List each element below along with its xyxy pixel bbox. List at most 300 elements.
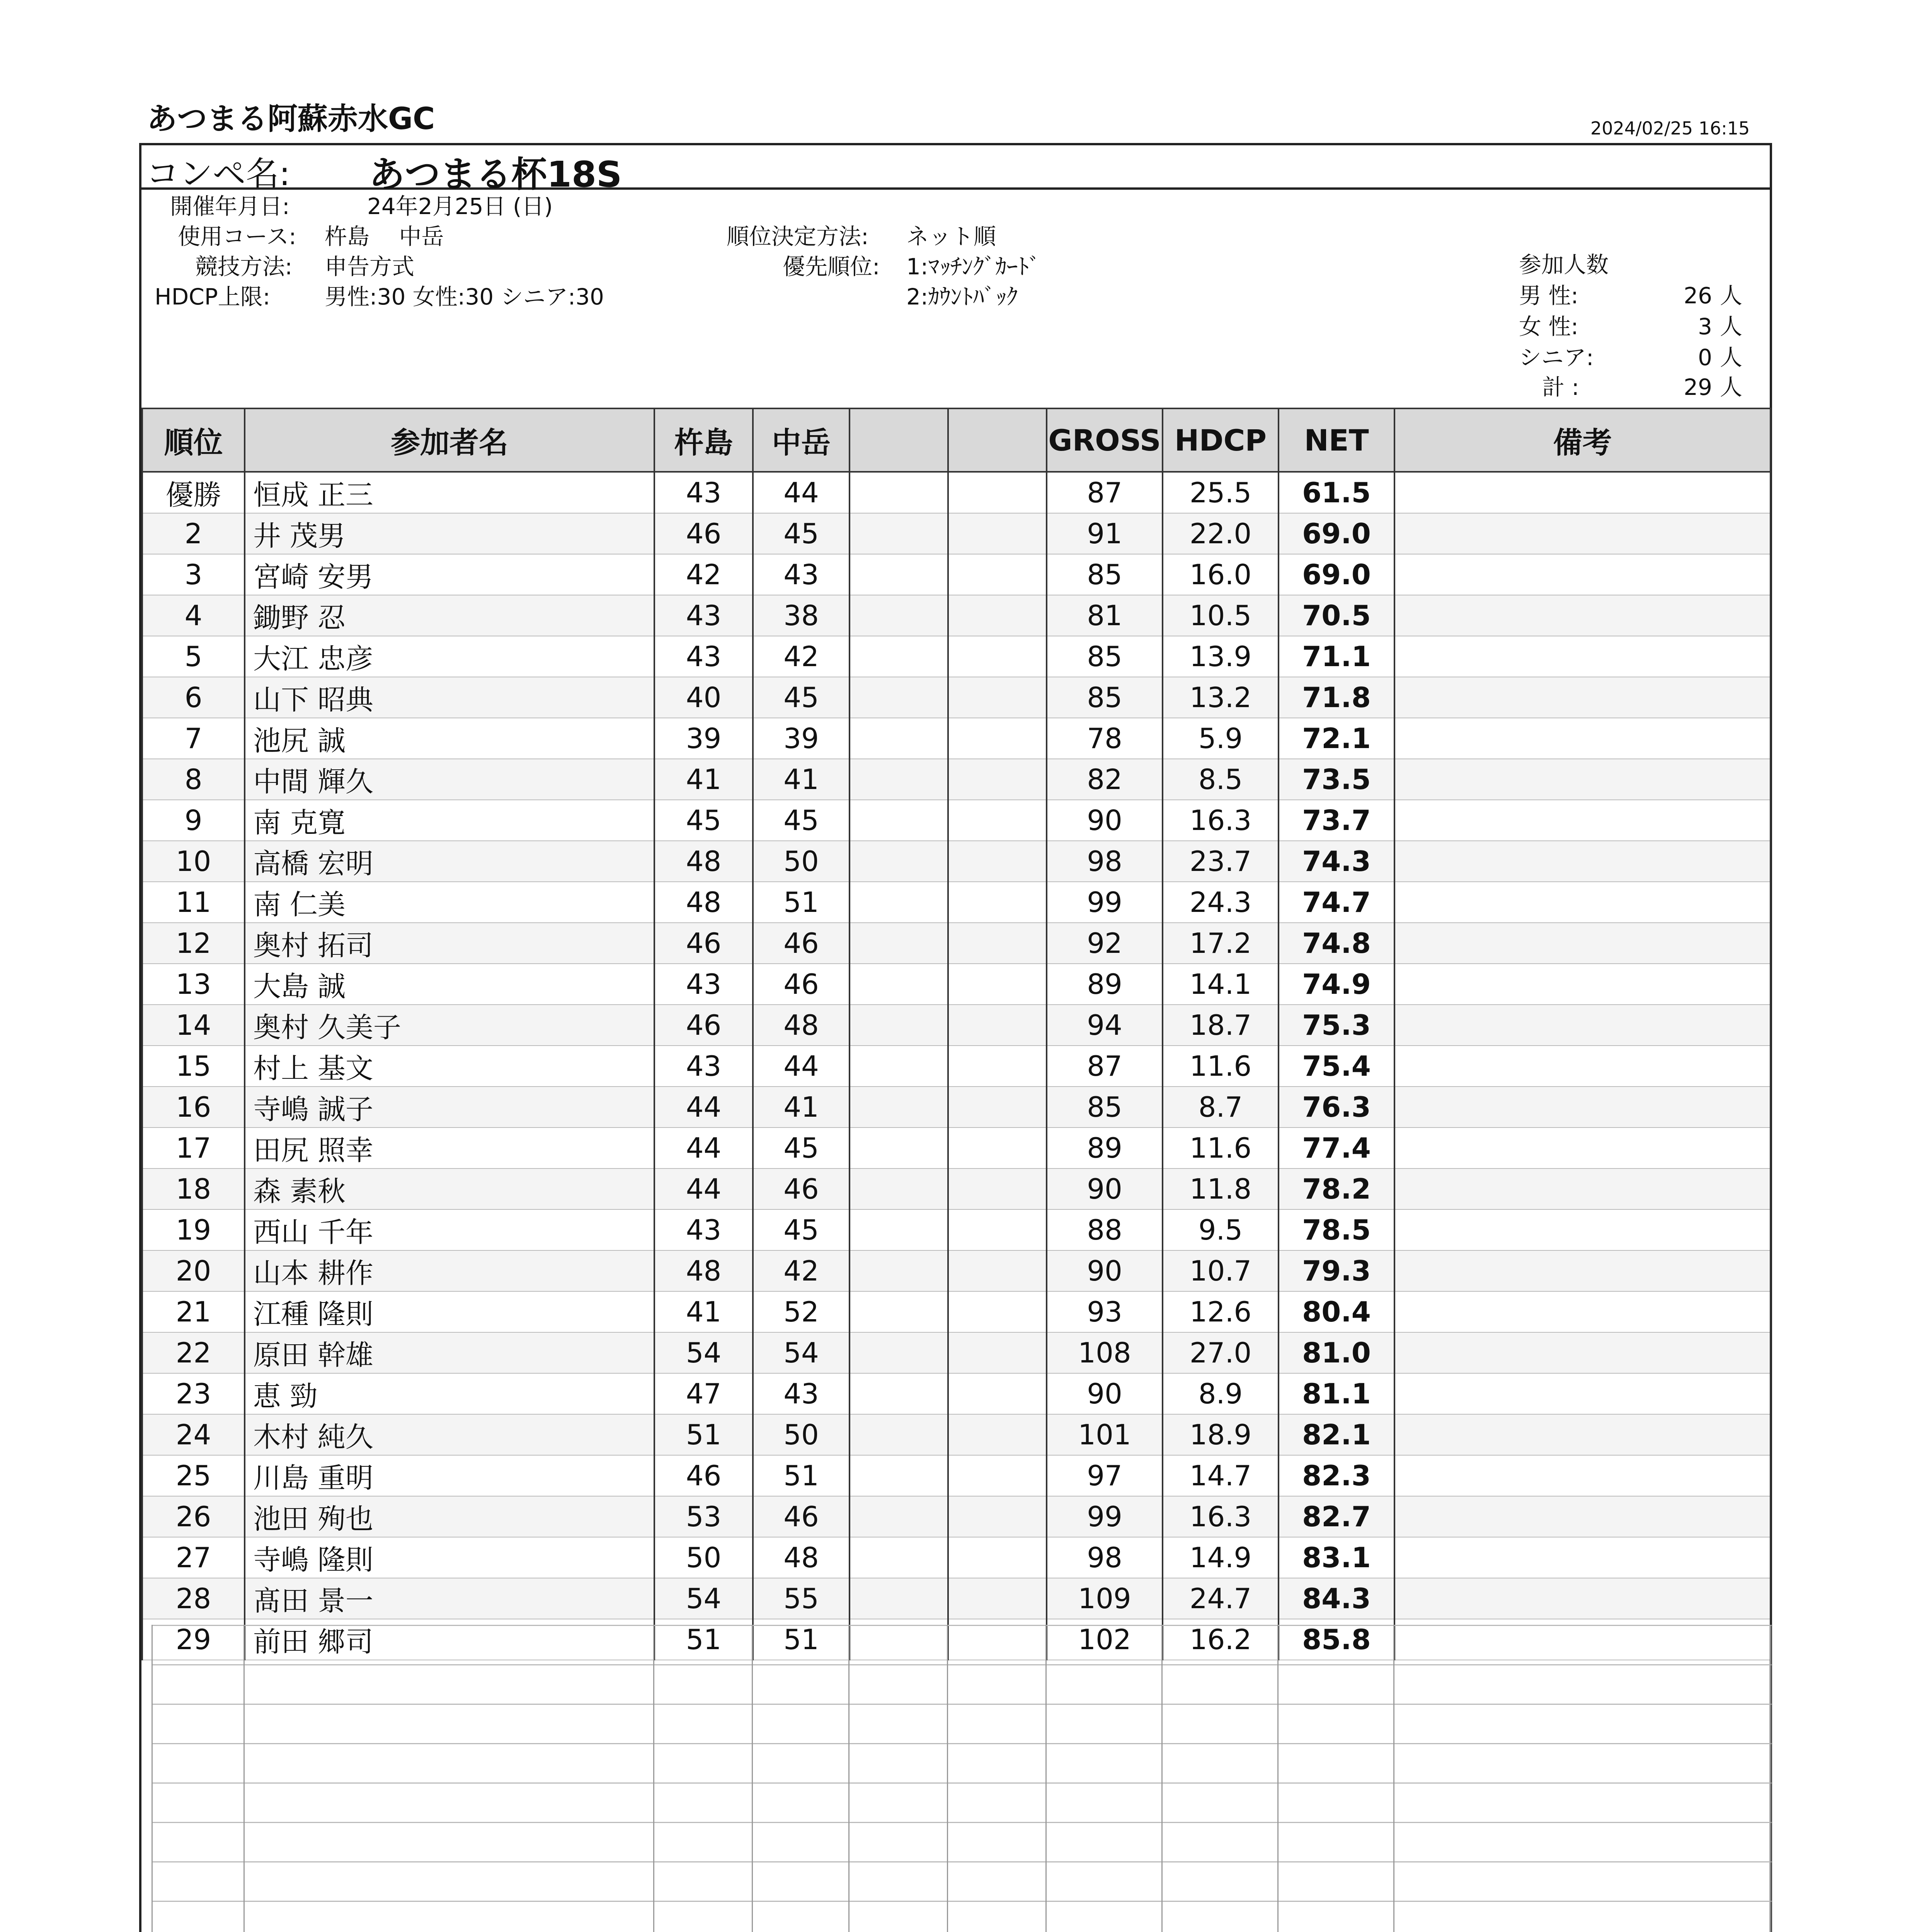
col-course2: 中岳 bbox=[753, 408, 850, 472]
remarks-cell bbox=[1394, 636, 1771, 677]
table-row bbox=[142, 1005, 1771, 1046]
rank-cell: 18 bbox=[142, 1168, 245, 1209]
course1-score-cell: 50 bbox=[654, 1537, 753, 1578]
rank-cell: 15 bbox=[142, 1046, 245, 1087]
senior-label: シニア: bbox=[1519, 344, 1594, 371]
table-row bbox=[142, 759, 1771, 800]
gross-cell: 99 bbox=[1047, 1496, 1163, 1537]
player-name-cell: 村上 基文 bbox=[245, 1046, 654, 1087]
gross-cell: 85 bbox=[1047, 636, 1163, 677]
table-row bbox=[142, 1291, 1771, 1332]
female-count: 3 bbox=[1698, 313, 1712, 340]
table-row bbox=[142, 1455, 1771, 1496]
player-name-cell: 南 仁美 bbox=[245, 882, 654, 923]
course1-score-cell: 54 bbox=[654, 1578, 753, 1619]
player-name-cell: 鋤野 忍 bbox=[245, 595, 654, 636]
course1-score-cell: 44 bbox=[654, 1087, 753, 1128]
course2-score-cell: 51 bbox=[753, 1619, 850, 1660]
hdcp-cell: 8.5 bbox=[1163, 759, 1279, 800]
hdcp-cell: 16.3 bbox=[1163, 800, 1279, 841]
course2-score-cell: 50 bbox=[753, 1414, 850, 1455]
player-name-cell: 江種 隆則 bbox=[245, 1291, 654, 1332]
gross-cell: 98 bbox=[1047, 841, 1163, 882]
course1-score-cell: 46 bbox=[654, 1005, 753, 1046]
remarks-cell bbox=[1394, 1332, 1771, 1373]
female-unit: 人 bbox=[1720, 313, 1743, 340]
empty-row-line bbox=[152, 1822, 1772, 1823]
rank-cell: 優勝 bbox=[142, 472, 245, 513]
player-name-cell: 南 克寛 bbox=[245, 800, 654, 841]
table-row bbox=[142, 1578, 1771, 1619]
table-row bbox=[142, 718, 1771, 759]
rank-cell: 29 bbox=[142, 1619, 245, 1660]
hdcp-cell: 16.2 bbox=[1163, 1619, 1279, 1660]
col-hdcp: HDCP bbox=[1163, 408, 1279, 472]
net-cell: 74.8 bbox=[1279, 923, 1394, 964]
net-cell: 61.5 bbox=[1279, 472, 1394, 513]
blank-cell bbox=[850, 1128, 948, 1168]
course2-score-cell: 45 bbox=[753, 513, 850, 554]
remarks-cell bbox=[1394, 882, 1771, 923]
gross-cell: 85 bbox=[1047, 1087, 1163, 1128]
remarks-cell bbox=[1394, 1128, 1771, 1168]
gross-cell: 90 bbox=[1047, 1168, 1163, 1209]
hdcp-cell: 23.7 bbox=[1163, 841, 1279, 882]
hdcp-cell: 14.9 bbox=[1163, 1537, 1279, 1578]
course1-score-cell: 53 bbox=[654, 1496, 753, 1537]
rank-cell: 17 bbox=[142, 1128, 245, 1168]
printed-timestamp: 2024/02/25 16:15 bbox=[1590, 118, 1750, 139]
table-row bbox=[142, 1414, 1771, 1455]
blank-cell bbox=[850, 1414, 948, 1455]
empty-column-line bbox=[947, 1625, 948, 1932]
course1-score-cell: 48 bbox=[654, 882, 753, 923]
blank-cell bbox=[850, 759, 948, 800]
net-cell: 80.4 bbox=[1279, 1291, 1394, 1332]
total-label: 計 : bbox=[1542, 374, 1579, 400]
net-cell: 78.5 bbox=[1279, 1209, 1394, 1250]
course2-score-cell: 41 bbox=[753, 759, 850, 800]
course2-score-cell: 48 bbox=[753, 1005, 850, 1046]
hdcp-cell: 10.5 bbox=[1163, 595, 1279, 636]
rank-cell: 21 bbox=[142, 1291, 245, 1332]
player-name-cell: 池尻 誠 bbox=[245, 718, 654, 759]
course2-score-cell: 42 bbox=[753, 636, 850, 677]
player-name-cell: 恵 勁 bbox=[245, 1373, 654, 1414]
date-value: 24年2月25日 (日) bbox=[367, 193, 553, 219]
remarks-cell bbox=[1394, 800, 1771, 841]
hdcp-cell: 8.7 bbox=[1163, 1087, 1279, 1128]
blank-cell bbox=[948, 595, 1047, 636]
table-row bbox=[142, 554, 1771, 595]
course2-score-cell: 44 bbox=[753, 472, 850, 513]
gross-cell: 99 bbox=[1047, 882, 1163, 923]
player-name-cell: 池田 殉也 bbox=[245, 1496, 654, 1537]
blank-cell bbox=[948, 1373, 1047, 1414]
course2-score-cell: 46 bbox=[753, 964, 850, 1005]
course1-score-cell: 43 bbox=[654, 595, 753, 636]
blank-cell bbox=[948, 1168, 1047, 1209]
player-name-cell: 高橋 宏明 bbox=[245, 841, 654, 882]
col-name: 参加者名 bbox=[245, 408, 654, 472]
priority-1: 1:ﾏｯﾁﾝｸﾞｶｰﾄﾞ bbox=[906, 253, 1040, 280]
rank-cell: 19 bbox=[142, 1209, 245, 1250]
hdcp-cell: 25.5 bbox=[1163, 472, 1279, 513]
male-label: 男 性: bbox=[1519, 282, 1578, 309]
blank-cell bbox=[850, 677, 948, 718]
player-name-cell: 髙田 景一 bbox=[245, 1578, 654, 1619]
rank-cell: 13 bbox=[142, 964, 245, 1005]
gross-cell: 81 bbox=[1047, 595, 1163, 636]
rank-cell: 16 bbox=[142, 1087, 245, 1128]
player-name-cell: 原田 幹雄 bbox=[245, 1332, 654, 1373]
net-cell: 69.0 bbox=[1279, 513, 1394, 554]
blank-cell bbox=[850, 472, 948, 513]
course1-score-cell: 48 bbox=[654, 1250, 753, 1291]
hdcp-cell: 13.9 bbox=[1163, 636, 1279, 677]
empty-row-line bbox=[152, 1782, 1772, 1784]
remarks-cell bbox=[1394, 1005, 1771, 1046]
table-row bbox=[142, 1332, 1771, 1373]
gross-cell: 91 bbox=[1047, 513, 1163, 554]
course2-score-cell: 46 bbox=[753, 1168, 850, 1209]
blank-cell bbox=[948, 1046, 1047, 1087]
empty-row-line bbox=[152, 1704, 1772, 1705]
blank-cell bbox=[948, 800, 1047, 841]
course1-score-cell: 40 bbox=[654, 677, 753, 718]
table-row bbox=[142, 964, 1771, 1005]
player-name-cell: 山本 耕作 bbox=[245, 1250, 654, 1291]
gross-cell: 109 bbox=[1047, 1578, 1163, 1619]
results-body bbox=[142, 472, 1771, 1660]
player-name-cell: 西山 千年 bbox=[245, 1209, 654, 1250]
results-table bbox=[141, 408, 1771, 1660]
remarks-cell bbox=[1394, 677, 1771, 718]
remarks-cell bbox=[1394, 1578, 1771, 1619]
course1-score-cell: 42 bbox=[654, 554, 753, 595]
remarks-cell bbox=[1394, 1291, 1771, 1332]
table-row bbox=[142, 1168, 1771, 1209]
blank-cell bbox=[948, 718, 1047, 759]
player-name-cell: 大江 忠彦 bbox=[245, 636, 654, 677]
ranking-value: ネット順 bbox=[906, 223, 996, 250]
table-row bbox=[142, 841, 1771, 882]
remarks-cell bbox=[1394, 1168, 1771, 1209]
hdcp-cell: 12.6 bbox=[1163, 1291, 1279, 1332]
empty-row-line bbox=[152, 1861, 1772, 1862]
blank-cell bbox=[850, 1291, 948, 1332]
remarks-cell bbox=[1394, 759, 1771, 800]
hdcp-cell: 17.2 bbox=[1163, 923, 1279, 964]
course2-score-cell: 48 bbox=[753, 1537, 850, 1578]
table-row bbox=[142, 882, 1771, 923]
priority-label: 優先順位: bbox=[783, 253, 880, 280]
table-row bbox=[142, 1087, 1771, 1128]
net-cell: 71.8 bbox=[1279, 677, 1394, 718]
col-blank2 bbox=[948, 408, 1047, 472]
course1-score-cell: 47 bbox=[654, 1373, 753, 1414]
table-row bbox=[142, 513, 1771, 554]
rank-cell: 26 bbox=[142, 1496, 245, 1537]
gross-cell: 87 bbox=[1047, 1046, 1163, 1087]
net-cell: 69.0 bbox=[1279, 554, 1394, 595]
blank-cell bbox=[850, 964, 948, 1005]
remarks-cell bbox=[1394, 1414, 1771, 1455]
remarks-cell bbox=[1394, 1373, 1771, 1414]
rank-cell: 4 bbox=[142, 595, 245, 636]
hdcp-value: 男性:30 女性:30 シニア:30 bbox=[325, 284, 604, 310]
method-value: 申告方式 bbox=[325, 253, 415, 280]
rank-cell: 9 bbox=[142, 800, 245, 841]
hdcp-cell: 18.9 bbox=[1163, 1414, 1279, 1455]
blank-cell bbox=[850, 718, 948, 759]
net-cell: 75.4 bbox=[1279, 1046, 1394, 1087]
remarks-cell bbox=[1394, 1209, 1771, 1250]
empty-column-line bbox=[653, 1625, 654, 1932]
hdcp-cell: 5.9 bbox=[1163, 718, 1279, 759]
player-name-cell: 山下 昭典 bbox=[245, 677, 654, 718]
hdcp-cell: 14.7 bbox=[1163, 1455, 1279, 1496]
net-cell: 82.7 bbox=[1279, 1496, 1394, 1537]
gross-cell: 94 bbox=[1047, 1005, 1163, 1046]
gross-cell: 85 bbox=[1047, 554, 1163, 595]
rank-cell: 7 bbox=[142, 718, 245, 759]
course1-score-cell: 46 bbox=[654, 923, 753, 964]
blank-cell bbox=[850, 1250, 948, 1291]
remarks-cell bbox=[1394, 718, 1771, 759]
blank-cell bbox=[850, 636, 948, 677]
table-row bbox=[142, 1046, 1771, 1087]
gross-cell: 90 bbox=[1047, 1373, 1163, 1414]
rank-cell: 5 bbox=[142, 636, 245, 677]
blank-cell bbox=[850, 513, 948, 554]
blank-cell bbox=[948, 1537, 1047, 1578]
date-label: 開催年月日: bbox=[170, 193, 290, 219]
blank-cell bbox=[948, 882, 1047, 923]
table-row bbox=[142, 1128, 1771, 1168]
blank-cell bbox=[948, 1087, 1047, 1128]
empty-column-line bbox=[152, 1625, 153, 1932]
col-remarks: 備考 bbox=[1394, 408, 1771, 472]
gross-cell: 89 bbox=[1047, 1128, 1163, 1168]
net-cell: 85.8 bbox=[1279, 1619, 1394, 1660]
table-row bbox=[142, 677, 1771, 718]
blank-cell bbox=[948, 472, 1047, 513]
remarks-cell bbox=[1394, 1046, 1771, 1087]
blank-cell bbox=[850, 1373, 948, 1414]
gross-cell: 93 bbox=[1047, 1291, 1163, 1332]
blank-cell bbox=[850, 882, 948, 923]
net-cell: 77.4 bbox=[1279, 1128, 1394, 1168]
venue-name: あつまる阿蘇赤水GC bbox=[147, 102, 435, 136]
net-cell: 81.1 bbox=[1279, 1373, 1394, 1414]
rank-cell: 6 bbox=[142, 677, 245, 718]
course1-score-cell: 44 bbox=[654, 1168, 753, 1209]
player-name-cell: 田尻 照幸 bbox=[245, 1128, 654, 1168]
rank-cell: 22 bbox=[142, 1332, 245, 1373]
female-label: 女 性: bbox=[1519, 313, 1578, 340]
rank-cell: 14 bbox=[142, 1005, 245, 1046]
empty-column-line bbox=[1770, 1625, 1771, 1932]
hdcp-label: HDCP上限: bbox=[155, 284, 271, 310]
blank-cell bbox=[850, 1005, 948, 1046]
course1-score-cell: 43 bbox=[654, 636, 753, 677]
net-cell: 74.9 bbox=[1279, 964, 1394, 1005]
total-count: 29 bbox=[1684, 374, 1712, 400]
remarks-cell bbox=[1394, 1250, 1771, 1291]
empty-column-line bbox=[1277, 1625, 1279, 1932]
blank-cell bbox=[948, 1209, 1047, 1250]
player-name-cell: 前田 郷司 bbox=[245, 1619, 654, 1660]
course1-score-cell: 39 bbox=[654, 718, 753, 759]
course2-score-cell: 42 bbox=[753, 1250, 850, 1291]
hdcp-cell: 16.3 bbox=[1163, 1496, 1279, 1537]
hdcp-cell: 11.6 bbox=[1163, 1046, 1279, 1087]
empty-column-line bbox=[848, 1625, 850, 1932]
net-cell: 78.2 bbox=[1279, 1168, 1394, 1209]
empty-column-line bbox=[243, 1625, 245, 1932]
table-row bbox=[142, 1209, 1771, 1250]
col-blank1 bbox=[850, 408, 948, 472]
course1-score-cell: 48 bbox=[654, 841, 753, 882]
total-unit: 人 bbox=[1720, 374, 1743, 400]
male-count: 26 bbox=[1684, 282, 1712, 309]
hdcp-cell: 18.7 bbox=[1163, 1005, 1279, 1046]
blank-cell bbox=[948, 554, 1047, 595]
table-row bbox=[142, 1250, 1771, 1291]
remarks-cell bbox=[1394, 1087, 1771, 1128]
course2-score-cell: 39 bbox=[753, 718, 850, 759]
course2-score-cell: 51 bbox=[753, 1455, 850, 1496]
gross-cell: 97 bbox=[1047, 1455, 1163, 1496]
hdcp-cell: 11.8 bbox=[1163, 1168, 1279, 1209]
course2-score-cell: 43 bbox=[753, 1373, 850, 1414]
player-name-cell: 奥村 久美子 bbox=[245, 1005, 654, 1046]
blank-cell bbox=[948, 1455, 1047, 1496]
net-cell: 76.3 bbox=[1279, 1087, 1394, 1128]
empty-column-line bbox=[752, 1625, 753, 1932]
course2-score-cell: 45 bbox=[753, 800, 850, 841]
blank-cell bbox=[948, 964, 1047, 1005]
blank-cell bbox=[850, 1455, 948, 1496]
blank-cell bbox=[850, 1168, 948, 1209]
blank-cell bbox=[850, 554, 948, 595]
blank-cell bbox=[948, 1332, 1047, 1373]
gross-cell: 82 bbox=[1047, 759, 1163, 800]
rank-cell: 25 bbox=[142, 1455, 245, 1496]
rank-cell: 27 bbox=[142, 1537, 245, 1578]
blank-cell bbox=[850, 1578, 948, 1619]
ranking-label: 順位決定方法: bbox=[727, 223, 869, 250]
table-row bbox=[142, 1496, 1771, 1537]
blank-cell bbox=[850, 595, 948, 636]
player-name-cell: 大島 誠 bbox=[245, 964, 654, 1005]
net-cell: 73.7 bbox=[1279, 800, 1394, 841]
gross-cell: 88 bbox=[1047, 1209, 1163, 1250]
course2-score-cell: 43 bbox=[753, 554, 850, 595]
player-name-cell: 奥村 拓司 bbox=[245, 923, 654, 964]
course1-score-cell: 44 bbox=[654, 1128, 753, 1168]
col-gross: GROSS bbox=[1047, 408, 1163, 472]
hdcp-cell: 10.7 bbox=[1163, 1250, 1279, 1291]
remarks-cell bbox=[1394, 923, 1771, 964]
net-cell: 82.1 bbox=[1279, 1414, 1394, 1455]
senior-count: 0 bbox=[1698, 344, 1712, 371]
blank-cell bbox=[948, 1005, 1047, 1046]
net-cell: 75.3 bbox=[1279, 1005, 1394, 1046]
player-name-cell: 寺嶋 隆則 bbox=[245, 1537, 654, 1578]
blank-cell bbox=[948, 1578, 1047, 1619]
player-name-cell: 井 茂男 bbox=[245, 513, 654, 554]
table-row bbox=[142, 1537, 1771, 1578]
rank-cell: 3 bbox=[142, 554, 245, 595]
player-name-cell: 川島 重明 bbox=[245, 1455, 654, 1496]
remarks-cell bbox=[1394, 841, 1771, 882]
rank-cell: 20 bbox=[142, 1250, 245, 1291]
empty-rows-area bbox=[152, 1625, 1772, 1932]
blank-cell bbox=[850, 1209, 948, 1250]
rank-cell: 24 bbox=[142, 1414, 245, 1455]
gross-cell: 98 bbox=[1047, 1537, 1163, 1578]
table-row bbox=[142, 1373, 1771, 1414]
course1-score-cell: 45 bbox=[654, 800, 753, 841]
hdcp-cell: 13.2 bbox=[1163, 677, 1279, 718]
net-cell: 81.0 bbox=[1279, 1332, 1394, 1373]
hdcp-cell: 9.5 bbox=[1163, 1209, 1279, 1250]
blank-cell bbox=[850, 1087, 948, 1128]
course-label: 使用コース: bbox=[178, 223, 296, 250]
senior-unit: 人 bbox=[1720, 344, 1743, 371]
player-name-cell: 寺嶋 誠子 bbox=[245, 1087, 654, 1128]
player-name-cell: 木村 純久 bbox=[245, 1414, 654, 1455]
rank-cell: 8 bbox=[142, 759, 245, 800]
remarks-cell bbox=[1394, 1455, 1771, 1496]
remarks-cell bbox=[1394, 472, 1771, 513]
blank-cell bbox=[948, 923, 1047, 964]
empty-row-line bbox=[152, 1625, 1772, 1626]
player-name-cell: 森 素秋 bbox=[245, 1168, 654, 1209]
rank-cell: 10 bbox=[142, 841, 245, 882]
hdcp-cell: 22.0 bbox=[1163, 513, 1279, 554]
course2-score-cell: 46 bbox=[753, 923, 850, 964]
gross-cell: 101 bbox=[1047, 1414, 1163, 1455]
course1-score-cell: 51 bbox=[654, 1619, 753, 1660]
blank-cell bbox=[850, 841, 948, 882]
empty-column-line bbox=[1393, 1625, 1394, 1932]
hdcp-cell: 24.3 bbox=[1163, 882, 1279, 923]
course2-score-cell: 45 bbox=[753, 1209, 850, 1250]
table-header-row bbox=[142, 408, 1771, 472]
hdcp-cell: 24.7 bbox=[1163, 1578, 1279, 1619]
gross-cell: 102 bbox=[1047, 1619, 1163, 1660]
blank-cell bbox=[948, 677, 1047, 718]
hdcp-cell: 27.0 bbox=[1163, 1332, 1279, 1373]
course1-score-cell: 46 bbox=[654, 1455, 753, 1496]
course1-score-cell: 51 bbox=[654, 1414, 753, 1455]
course2-score-cell: 50 bbox=[753, 841, 850, 882]
course2-score-cell: 51 bbox=[753, 882, 850, 923]
method-label: 競技方法: bbox=[195, 253, 293, 280]
net-cell: 82.3 bbox=[1279, 1455, 1394, 1496]
blank-cell bbox=[850, 1496, 948, 1537]
course2-score-cell: 45 bbox=[753, 677, 850, 718]
remarks-cell bbox=[1394, 595, 1771, 636]
blank-cell bbox=[850, 800, 948, 841]
rank-cell: 28 bbox=[142, 1578, 245, 1619]
gross-cell: 92 bbox=[1047, 923, 1163, 964]
col-course1: 杵島 bbox=[654, 408, 753, 472]
rank-cell: 11 bbox=[142, 882, 245, 923]
